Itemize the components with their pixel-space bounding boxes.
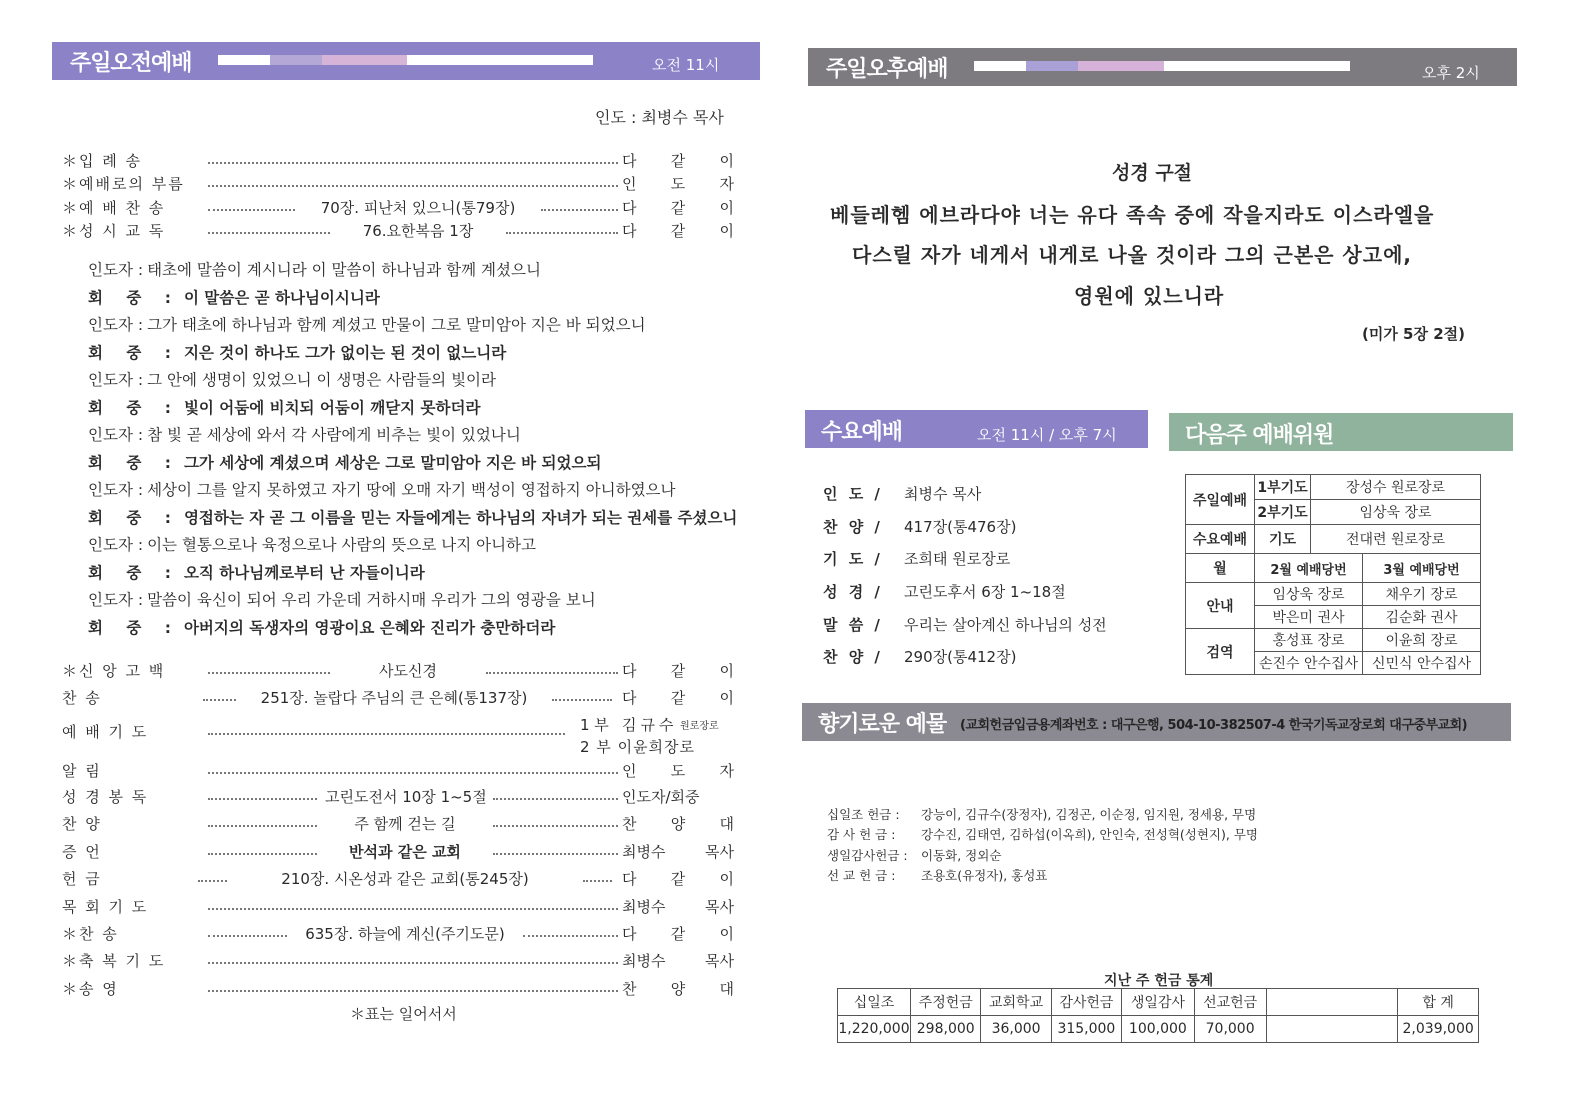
- leader-line: [88, 258, 541, 280]
- morning-header-band: [218, 55, 593, 65]
- leader-dots: [208, 672, 330, 674]
- speaker: 회 중 :: [88, 454, 180, 472]
- verse-line-1: 베들레헴 에브라다야 너는 유다 족속 중에 작을지라도 이스라엘을: [830, 203, 1435, 227]
- stats-value: 1,220,000: [838, 1016, 911, 1043]
- order-who: 인 도 자: [622, 175, 734, 193]
- stats-value: 298,000: [910, 1016, 981, 1043]
- response-text: 영접하는 자 곧 그 이름을 믿는 자들에게는 하나님의 자녀가 되는 권세를 주셨으니: [183, 509, 738, 527]
- order-item: 210장. 시온성과 같은 교회(통245장): [281, 870, 529, 888]
- nw-wed-name: 전대련 원로장로: [1311, 525, 1481, 554]
- response-text: 이는 혈통으로나 육정으로나 사람의 뜻으로 나지 아니하고: [147, 536, 536, 554]
- morning-title: 주일오전예배: [70, 51, 192, 76]
- order-label: 성 경 봉 독: [62, 788, 149, 806]
- wed-label: 찬 양 /: [823, 518, 883, 536]
- order-label: 헌 금: [62, 870, 102, 888]
- nw-p2-name: 임상욱 장로: [1311, 500, 1481, 525]
- nw-guide-mar-1: 채우기 장로: [1363, 583, 1481, 606]
- offering-label: 생일감사헌금 :: [827, 848, 908, 863]
- response-text: 아버지의 독생자의 영광이요 은혜와 진리가 충만하더라: [183, 619, 556, 637]
- leader-dots: [506, 232, 618, 234]
- order-label: 증 언: [62, 843, 102, 861]
- nw-month: 월: [1186, 554, 1255, 583]
- order-who: 인 도 자: [622, 762, 734, 780]
- afternoon-header-band: [974, 61, 1350, 71]
- afternoon-time: 오후 2시: [1422, 64, 1480, 82]
- response-text: 그 안에 생명이 있었으니 이 생명은 사람들의 빛이라: [147, 371, 497, 389]
- response-text: 오직 하나님께로부터 난 자들이니라: [183, 564, 425, 582]
- response-text: 참 빛 곧 세상에 와서 각 사람에게 비추는 빛이 있었나니: [147, 426, 521, 444]
- prayer1-title: 원로장로: [680, 721, 719, 732]
- speaker: 인도자 :: [88, 371, 144, 389]
- wed-label: 말 씀 /: [823, 616, 883, 634]
- leader-dots: [208, 908, 618, 910]
- stats-header: 선교헌금: [1194, 989, 1266, 1016]
- nw-inspect-feb-2: 손진수 안수집사: [1255, 652, 1363, 675]
- order-label: ＊찬 송: [62, 925, 119, 943]
- wed-label: 기 도 /: [823, 550, 883, 568]
- speaker: 회 중 :: [88, 399, 180, 417]
- order-label: ＊성 시 교 독: [62, 222, 166, 240]
- stats-title: 지난 주 헌금 통계: [1104, 973, 1214, 989]
- congregation-line: [88, 341, 506, 363]
- next-week-title: 다음주 예배위원: [1185, 423, 1334, 448]
- speaker: 회 중 :: [88, 509, 180, 527]
- stats-value: 100,000: [1122, 1016, 1194, 1043]
- order-label: ＊예 배 찬 송: [62, 199, 166, 217]
- congregation-line: [88, 451, 601, 473]
- order-label: ＊신 앙 고 백: [62, 662, 166, 680]
- leader-dots: [203, 699, 236, 701]
- response-text: 지은 것이 하나도 그가 없이는 된 것이 없느니라: [183, 344, 507, 362]
- speaker: 인도자 :: [88, 426, 144, 444]
- order-label: 목 회 기 도: [62, 898, 149, 916]
- offering-names: 강수진, 김태연, 김하섭(이옥희), 안인숙, 전성혁(성현지), 무명: [921, 827, 1258, 842]
- wed-value: 417장(통476장): [904, 518, 1017, 536]
- response-text: 빛이 어둠에 비치되 어둠이 깨닫지 못하더라: [183, 399, 481, 417]
- congregation-line: [88, 616, 555, 638]
- offering-label: 감 사 헌 금 :: [827, 827, 896, 842]
- leader-dots: [208, 772, 618, 774]
- offering-label: 십일조 헌금 :: [827, 807, 900, 822]
- stats-header: [1266, 989, 1398, 1016]
- leader-line: [88, 313, 646, 335]
- order-item: 주 함께 걷는 길: [354, 815, 456, 833]
- stats-header: 감사헌금: [1051, 989, 1122, 1016]
- stats-header: 생일감사: [1122, 989, 1194, 1016]
- leader-dots: [208, 209, 295, 211]
- order-who: 다 같 이: [622, 662, 734, 680]
- stats-value: 70,000: [1194, 1016, 1266, 1043]
- order-item: 251장. 놀랍다 주님의 큰 은혜(통137장): [260, 689, 528, 707]
- prayer1-name: 김규수: [622, 716, 678, 734]
- leader-dots: [486, 672, 618, 674]
- stats-value: 2,039,000: [1398, 1016, 1479, 1043]
- standing-note: ＊표는 일어서서: [350, 1005, 457, 1023]
- speaker: 인도자 :: [88, 261, 144, 279]
- leader-line: [88, 368, 496, 390]
- speaker: 인도자 :: [88, 536, 144, 554]
- nw-p1-name: 장성수 원로장로: [1311, 475, 1481, 500]
- order-item: 고린도전서 10장 1~5절: [325, 788, 487, 806]
- order-who: 다 같 이: [622, 925, 734, 943]
- order-label: ＊송 영: [62, 980, 119, 998]
- response-text: 세상이 그를 알지 못하였고 자기 땅에 오매 자기 백성이 영접하지 아니하였으나: [147, 481, 676, 499]
- nw-sunday: 주일예배: [1186, 475, 1255, 525]
- congregation-line: [88, 506, 737, 528]
- order-who: 다 같 이: [622, 152, 734, 170]
- wed-label: 성 경 /: [823, 583, 883, 601]
- morning-leader: 인도 : 최병수 목사: [595, 108, 724, 127]
- leader-dots: [208, 825, 317, 827]
- wednesday-title: 수요예배: [821, 420, 903, 445]
- order-item: 76.요한복음 1장: [362, 222, 474, 240]
- wed-value: 조희태 원로장로: [904, 550, 1011, 568]
- nw-wed: 수요예배: [1186, 525, 1255, 554]
- order-label: 알 림: [62, 762, 102, 780]
- speaker: 회 중 :: [88, 619, 180, 637]
- speaker: 회 중 :: [88, 344, 180, 362]
- stats-value: [1266, 1016, 1398, 1043]
- speaker: 회 중 :: [88, 564, 180, 582]
- stats-header: 합 계: [1398, 989, 1479, 1016]
- response-text: 말씀이 육신이 되어 우리 가운데 거하시매 우리가 그의 영광을 보니: [147, 591, 596, 609]
- leader-dots: [208, 962, 618, 964]
- wed-value: 우리는 살아계신 하나님의 성전: [904, 616, 1107, 634]
- verse-line-2: 다스릴 자가 네게서 내게로 나올 것이라 그의 근본은 상고에,: [852, 243, 1412, 267]
- order-who: 최병수 목사: [622, 952, 734, 970]
- morning-time: 오전 11시: [652, 56, 720, 74]
- congregation-line: [88, 396, 480, 418]
- offering-names: 이동화, 정외순: [921, 848, 1002, 863]
- offering-names: 강능이, 김규수(장정자), 김정곤, 이순정, 임지원, 정세용, 무명: [921, 807, 1257, 822]
- wed-label: 인 도 /: [823, 485, 883, 503]
- response-text: 그가 세상에 계셨으며 세상은 그로 말미암아 지은 바 되었으되: [183, 454, 602, 472]
- offering-title: 향기로운 예물: [818, 712, 947, 737]
- order-who: 찬 양 대: [622, 980, 734, 998]
- leader-dots: [493, 853, 618, 855]
- wed-value: 고린도후서 6장 1~18절: [904, 583, 1066, 601]
- stats-value: 36,000: [981, 1016, 1051, 1043]
- wed-value: 최병수 목사: [904, 485, 982, 503]
- order-label: 찬 양: [62, 815, 102, 833]
- nw-guide-feb-1: 임상욱 장로: [1255, 583, 1363, 606]
- stats-header: 주정헌금: [910, 989, 981, 1016]
- order-who: 다 같 이: [622, 222, 734, 240]
- order-who: 최병수 목사: [622, 843, 734, 861]
- prayer1-prefix: 1 부: [580, 716, 609, 734]
- order-label: 예 배 기 도: [62, 723, 149, 741]
- leader-dots: [208, 733, 565, 735]
- order-label: ＊예배로의 부름: [62, 175, 185, 193]
- offering-label: 선 교 헌 금 :: [827, 868, 896, 883]
- order-item: 635장. 하늘에 계신(주기도문): [305, 925, 505, 943]
- next-week-header: [1169, 413, 1513, 451]
- next-week-table: [1185, 474, 1481, 675]
- leader-dots: [583, 880, 612, 882]
- nw-inspect: 검역: [1186, 629, 1255, 675]
- response-text: 이 말씀은 곧 하나님이시니라: [183, 289, 380, 307]
- order-label: ＊입 례 송: [62, 152, 143, 170]
- stats-header: 십일조: [838, 989, 911, 1016]
- wed-value: 290장(통412장): [904, 648, 1017, 666]
- nw-mar: 3월 예배당번: [1363, 554, 1481, 583]
- stats-table: [837, 988, 1479, 1043]
- offering-header: [802, 703, 1511, 741]
- leader-dots: [208, 853, 317, 855]
- order-label: 찬 송: [62, 689, 102, 707]
- leader-dots: [208, 185, 618, 187]
- nw-guide-mar-2: 김순화 권사: [1363, 606, 1481, 629]
- stats-value: 315,000: [1051, 1016, 1122, 1043]
- leader-dots: [208, 990, 618, 992]
- order-who: 인도자/회중: [622, 788, 700, 806]
- leader-dots: [208, 935, 287, 937]
- leader-dots: [198, 880, 227, 882]
- nw-guide: 안내: [1186, 583, 1255, 629]
- leader-dots: [493, 825, 618, 827]
- nw-inspect-mar-2: 신민식 안수집사: [1363, 652, 1481, 675]
- offering-names: 조용호(유정자), 홍성표: [921, 868, 1048, 883]
- order-who: 다 같 이: [622, 870, 734, 888]
- congregation-line: [88, 286, 380, 308]
- leader-dots: [523, 935, 618, 937]
- congregation-line: [88, 561, 425, 583]
- verse-title: 성경 구절: [1112, 162, 1193, 184]
- order-item: 사도신경: [379, 662, 437, 680]
- leader-dots: [552, 699, 612, 701]
- speaker: 인도자 :: [88, 481, 144, 499]
- prayer2: 2 부 이윤희장로: [580, 738, 696, 756]
- wed-label: 찬 양 /: [823, 648, 883, 666]
- speaker: 인도자 :: [88, 316, 144, 334]
- leader-dots: [208, 232, 330, 234]
- offering-account: (교회헌금입금용계좌번호 : 대구은행, 504-10-382507-4 한국기독교장로회 대구중부교회): [960, 718, 1468, 733]
- wednesday-header: [805, 410, 1148, 448]
- order-who: 다 같 이: [622, 689, 734, 707]
- speaker: 인도자 :: [88, 591, 144, 609]
- nw-inspect-feb-1: 홍성표 장로: [1255, 629, 1363, 652]
- wednesday-time: 오전 11시 / 오후 7시: [977, 426, 1117, 444]
- response-text: 그가 태초에 하나님과 함께 계셨고 만물이 그로 말미암아 지은 바 되었으니: [147, 316, 646, 334]
- leader-line: [88, 423, 521, 445]
- verse-line-3: 영원에 있느니라: [1074, 284, 1225, 308]
- nw-wed-role: 기도: [1255, 525, 1311, 554]
- speaker: 회 중 :: [88, 289, 180, 307]
- order-who: 찬 양 대: [622, 815, 734, 833]
- leader-line: [88, 588, 596, 610]
- nw-p2: 2부기도: [1255, 500, 1311, 525]
- nw-feb: 2월 예배당번: [1255, 554, 1363, 583]
- leader-dots: [208, 798, 317, 800]
- leader-dots: [541, 209, 618, 211]
- response-text: 태초에 말씀이 계시니라 이 말씀이 하나님과 함께 계셨으니: [147, 261, 541, 279]
- order-label: ＊축 복 기 도: [62, 952, 166, 970]
- leader-line: [88, 533, 536, 555]
- order-who: 다 같 이: [622, 199, 734, 217]
- leader-dots: [493, 798, 618, 800]
- afternoon-title: 주일오후예배: [826, 57, 948, 82]
- nw-p1: 1부기도: [1255, 475, 1311, 500]
- order-item: 70장. 피난처 있으니(통79장): [320, 199, 516, 217]
- order-item: 반석과 같은 교회: [349, 843, 461, 861]
- leader-dots: [208, 162, 618, 164]
- stats-header: 교회학교: [981, 989, 1051, 1016]
- nw-guide-feb-2: 박은미 권사: [1255, 606, 1363, 629]
- nw-inspect-mar-1: 이윤희 장로: [1363, 629, 1481, 652]
- order-who: 최병수 목사: [622, 898, 734, 916]
- leader-line: [88, 478, 676, 500]
- verse-reference: (미가 5장 2절): [1362, 325, 1465, 343]
